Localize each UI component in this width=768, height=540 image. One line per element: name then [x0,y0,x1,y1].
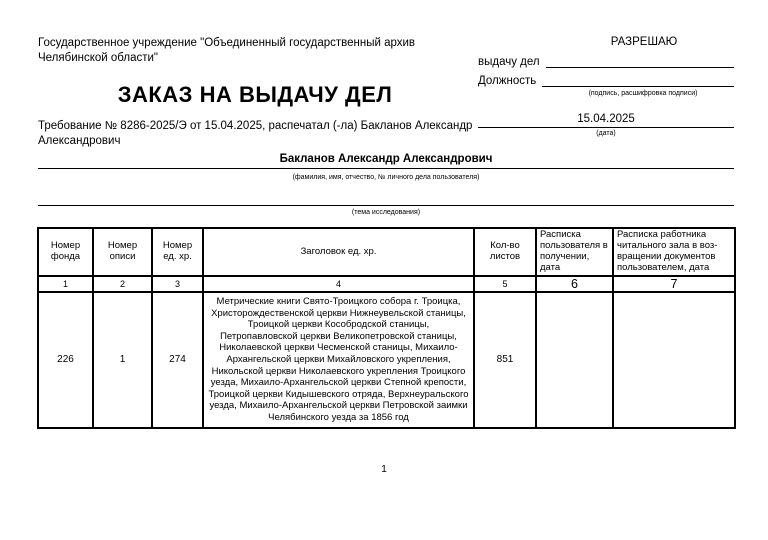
table-header-row [38,228,735,276]
issue-label: выдачу дел [478,56,540,68]
column-number-1: 1 [38,276,93,292]
column-number-row [38,276,735,292]
column-number-2: 2 [93,276,152,292]
col-header-sheets-count: Кол-во листов [474,228,536,276]
column-number-5: 5 [474,276,536,292]
position-label: Должность [478,75,537,87]
topic-caption: (тема исследования) [351,209,421,216]
date-caption: (дата) [596,130,616,137]
col-header-user-receipt: Расписка пользователя в получении, дата [536,228,613,276]
table-row [38,292,735,428]
cell-user-receipt [536,292,613,428]
user-name-caption: (фамилия, имя, отчество, № личного дела пользователя) [292,174,480,181]
user-full-name: Бакланов Александр Александрович [38,153,734,169]
position-blank-line [542,70,734,87]
column-number-3: 3 [152,276,203,292]
cell-fund-number: 226 [38,292,93,428]
issue-row [478,51,734,68]
page-title: ЗАКАЗ НА ВЫДАЧУ ДЕЛ [117,82,393,107]
cell-staff-receipt [613,292,735,428]
date-value: 15.04.2025 [478,113,734,128]
requisition-text: Требование № 8286-2025/Э от 15.04.2025, распечатал (-ла) Бакланов Александр Александрович [38,120,473,147]
organization-name: Государственное учреждение "Объединенный государственный архив Челябинской области" [38,37,416,65]
order-table [37,227,736,429]
col-header-item-title: Заголовок ед. хр. [203,228,474,276]
approve-heading: РАЗРЕШАЮ [610,36,678,48]
cell-inventory-number: 1 [93,292,152,428]
col-header-inventory-number: Номер описи [93,228,152,276]
cell-sheets-count: 851 [474,292,536,428]
signature-caption: (подпись, расшифровка подписи) [588,90,698,97]
column-number-7: 7 [613,276,735,292]
page-number: 1 [381,464,387,475]
col-header-item-number: Номер ед. хр. [152,228,203,276]
position-row [478,70,734,87]
cell-item-number: 274 [152,292,203,428]
date-block [478,113,734,137]
column-number-4: 4 [203,276,474,292]
col-header-fund-number: Номер фонда [38,228,93,276]
column-number-6: 6 [536,276,613,292]
topic-blank-line [38,188,734,206]
issue-blank-line [546,51,734,68]
cell-item-title: Метрические книги Свято-Троицкого собора г. Троицка, Христорождественской церкви Нижнеувельской станицы, Троицкой церкви Кособродской станицы, Петропавловской церкви Великопетровской станицы, Николаевской церкви Чесменской станицы, Михаило-Архангельской церкви Михайловского укрепления, Никольской церкви Николаевского укрепления Троицкого уезда, Михаило-Архангельской церкви Степной крепости, Троицкой церкви Кидышевского отряда, Верхнеуральского уезда, Михаило-Архангельской церкви Петровской заимки Челябинского уезда за 1856 год [203,292,474,428]
col-header-staff-receipt: Расписка работника читального зала в воз-вращении документов пользователем, дата [613,228,735,276]
